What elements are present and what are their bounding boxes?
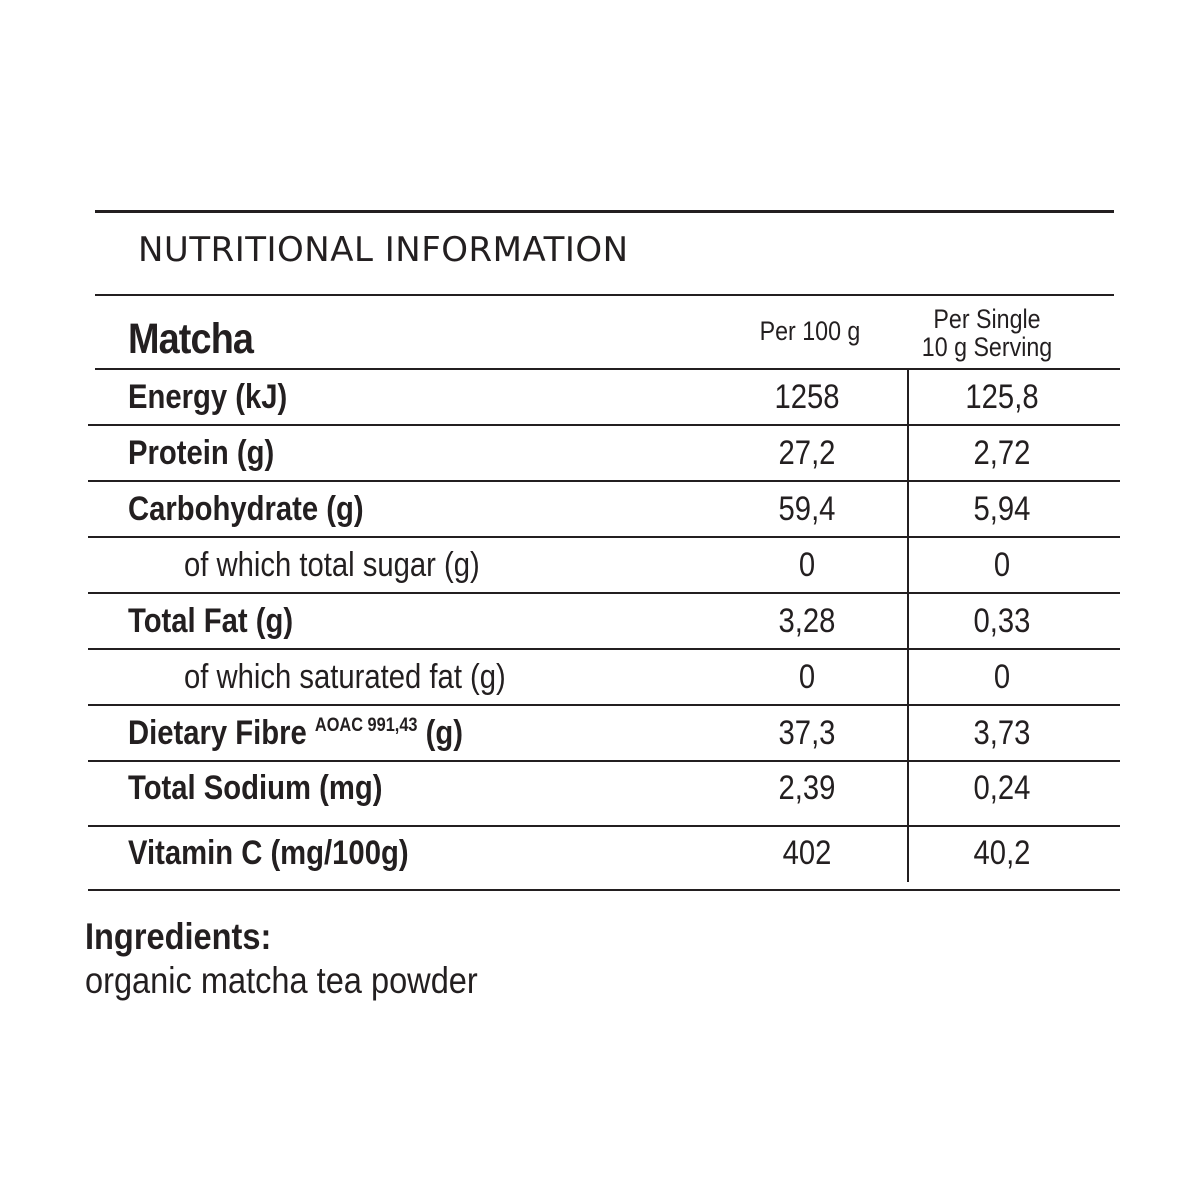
row-value-total-fat-serving: 0,33 (973, 602, 1031, 640)
dietary-fibre-unit: (g) (417, 714, 463, 752)
row-value-energy-serving: 125,8 (965, 378, 1039, 416)
row-value-protein-serving: 2,72 (973, 434, 1031, 472)
row-label-energy: Energy (kJ) (128, 378, 288, 416)
row-label-vitamin-c: Vitamin C (mg/100g) (128, 834, 409, 872)
row-value-vitamin-c-serving: 40,2 (973, 834, 1031, 872)
row-value-protein-per100: 27,2 (778, 434, 836, 472)
table-bottom-rule (88, 889, 1120, 891)
row-value-dietary-fibre-serving: 3,73 (973, 714, 1031, 752)
row-value-total-sugar-per100: 0 (798, 546, 816, 584)
row-value-total-sugar-serving: 0 (993, 546, 1011, 584)
row-label-carbohydrate: Carbohydrate (g) (128, 490, 364, 528)
product-name: Matcha (128, 315, 254, 363)
page-title: NUTRITIONAL INFORMATION (138, 230, 629, 270)
ingredients-heading: Ingredients: (85, 916, 272, 957)
row-value-saturated-fat-per100: 0 (798, 658, 816, 696)
row-value-energy-per100: 1258 (774, 378, 840, 416)
row-value-dietary-fibre-per100: 37,3 (778, 714, 836, 752)
row-rule (88, 592, 1120, 594)
row-rule (88, 825, 1120, 827)
column-header-per-serving-line2: 10 g Serving (921, 332, 1053, 362)
row-rule (88, 536, 1120, 538)
column-header-per-serving-line1: Per Single (933, 304, 1041, 334)
row-rule (88, 760, 1120, 762)
row-rule (95, 368, 1120, 370)
ingredients-text: organic matcha tea powder (85, 960, 478, 1001)
row-label-total-sugar: of which total sugar (g) (184, 546, 480, 584)
row-value-vitamin-c-per100: 402 (782, 834, 832, 872)
row-label-protein: Protein (g) (128, 434, 275, 472)
row-rule (88, 424, 1120, 426)
top-rule (95, 210, 1114, 213)
row-value-carbohydrate-per100: 59,4 (778, 490, 836, 528)
row-label-saturated-fat: of which saturated fat (g) (184, 658, 506, 696)
row-rule (88, 648, 1120, 650)
row-rule (88, 480, 1120, 482)
column-divider (907, 369, 909, 882)
row-value-total-sodium-per100: 2,39 (778, 769, 836, 807)
row-rule (88, 704, 1120, 706)
heading-rule (95, 294, 1114, 296)
row-value-carbohydrate-serving: 5,94 (973, 490, 1031, 528)
row-label-dietary-fibre (128, 713, 463, 753)
row-label-total-sodium: Total Sodium (mg) (128, 769, 383, 807)
row-value-total-fat-per100: 3,28 (778, 602, 836, 640)
column-header-per-100g: Per 100 g (759, 316, 861, 346)
row-value-total-sodium-serving: 0,24 (973, 769, 1031, 807)
dietary-fibre-label-text: Dietary Fibre (128, 714, 307, 752)
row-value-saturated-fat-serving: 0 (993, 658, 1011, 696)
row-label-total-fat: Total Fat (g) (128, 602, 294, 640)
dietary-fibre-method-superscript: AOAC 991,43 (314, 715, 418, 736)
